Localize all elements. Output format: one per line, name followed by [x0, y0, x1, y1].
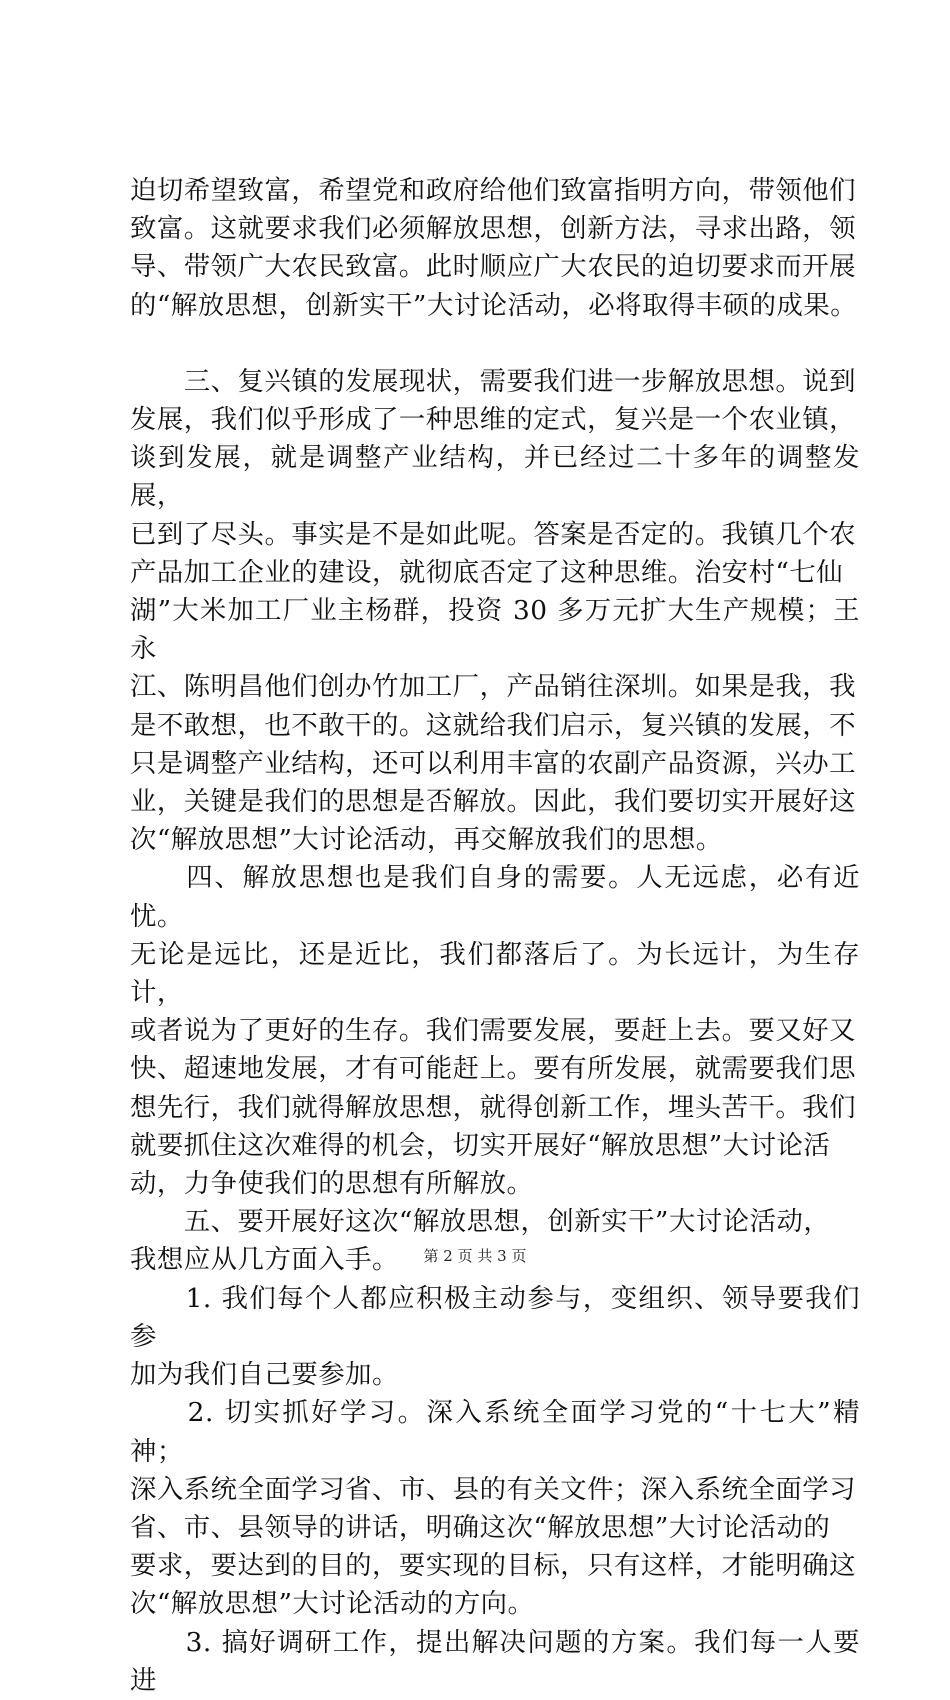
text-line: 加为我们自己要参加。	[130, 1359, 399, 1391]
text-line: 深入系统全面学习省、市、县的有关文件；深入系统全面学习	[130, 1473, 857, 1505]
text-line: 湖”大米加工厂业主杨群，投资 30 多万元扩大生产规模；王永	[130, 595, 860, 665]
text-line: 的“解放思想，创新实干”大讨论活动，必将取得丰硕的成果。	[130, 289, 858, 321]
text-line: 想先行，我们就得解放思想，就得创新工作，埋头苦干。我们	[130, 1091, 857, 1123]
text-line: 次“解放思想”大讨论活动，再交解放我们的思想。	[130, 824, 723, 856]
text-line: 次“解放思想”大讨论活动的方向。	[130, 1588, 535, 1620]
paragraph-section-3	[130, 363, 860, 860]
text-line: 致富。这就要求我们必须解放思想，创新方法，寻求出路，领	[130, 213, 857, 245]
text-line: 快、超速地发展，才有可能赶上。要有所发展，就需要我们思	[130, 1053, 857, 1085]
paragraph-item-1	[130, 1280, 860, 1395]
text-line: 江、陈明昌他们创办竹加工厂，产品销往深圳。如果是我，我	[130, 671, 857, 703]
text-line: 四、解放思想也是我们自身的需要。人无远虑，必有近忧。	[130, 862, 860, 932]
text-line: 谈到发展，就是调整产业结构，并已经过二十多年的调整发展，	[130, 442, 860, 512]
paragraph-continuation	[130, 172, 860, 325]
text-line: 导、带领广大农民致富。此时顺应广大农民的迫切要求而开展	[130, 251, 857, 283]
text-line: 是不敢想，也不敢干的。这就给我们启示，复兴镇的发展，不	[130, 709, 857, 741]
text-line: 迫切希望致富，希望党和政府给他们致富指明方向，带领他们	[130, 175, 857, 206]
paragraph-section-4	[130, 859, 860, 1203]
document-body	[130, 172, 860, 1700]
paragraph-item-2	[130, 1394, 860, 1623]
text-line: 我想应从几方面入手。	[130, 1244, 399, 1276]
paragraph-section-5	[130, 1203, 860, 1279]
text-line: 省、市、县领导的讲话，明确这次“解放思想”大讨论活动的	[130, 1511, 831, 1543]
text-line: 要求，要达到的目的，要实现的目标，只有这样，才能明确这	[130, 1550, 857, 1582]
page-footer	[0, 1246, 950, 1266]
text-line: 动，力争使我们的思想有所解放。	[130, 1168, 534, 1200]
text-line: 1. 我们每个人都应积极主动参与，变组织、领导要我们参	[130, 1282, 860, 1352]
page-number: 第 2 页 共 3 页	[423, 1247, 527, 1265]
text-line: 或者说为了更好的生存。我们需要发展，要赶上去。要又好又	[130, 1015, 857, 1047]
text-line: 产品加工企业的建设，就彻底否定了这种思维。治安村“七仙	[130, 556, 844, 588]
text-line: 2. 切实抓好学习。深入系统全面学习党的“十七大”精神；	[130, 1397, 860, 1467]
paragraph-item-3	[130, 1624, 860, 1700]
text-line: 就要抓住这次难得的机会，切实开展好“解放思想”大讨论活	[130, 1129, 831, 1161]
text-line: 五、要开展好这次“解放思想，创新实干”大讨论活动，	[130, 1206, 831, 1238]
text-line: 只是调整产业结构，还可以利用丰富的农副产品资源，兴办工	[130, 747, 857, 779]
text-line: 无论是远比，还是近比，我们都落后了。为长远计，为生存计，	[130, 938, 860, 1009]
text-line: 三、复兴镇的发展现状，需要我们进一步解放思想。说到	[130, 365, 857, 397]
text-line: 发展，我们似乎形成了一种思维的定式，复兴是一个农业镇，	[130, 404, 857, 436]
text-line: 已到了尽头。事实是不是如此呢。答案是否定的。我镇几个农	[130, 518, 857, 550]
text-line: 业，关键是我们的思想是否解放。因此，我们要切实开展好这	[130, 786, 857, 818]
paragraph-gap	[130, 325, 860, 363]
text-line: 3. 搞好调研工作，提出解决问题的方案。我们每一人要进	[130, 1626, 860, 1696]
